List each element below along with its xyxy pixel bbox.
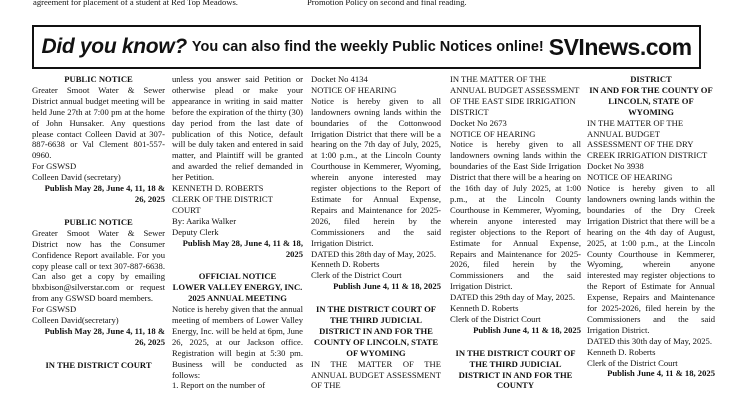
- docket-number: Docket No 3938: [587, 161, 644, 172]
- publish-dates: Publish June 4, 11 & 18, 2025: [607, 368, 715, 379]
- notice-body: unless you answer said Petition or otherwise plead or make your appearance in writing in said matter before the expiration of the thirty (30) day period from the last date of publication of this Notice, default will be duly taken and entered in said matter, and Plaintiff will be granted and awarded the relief demanded in her Petition.: [172, 74, 303, 183]
- clerk-name: Kenneth D. Roberts: [311, 259, 380, 270]
- notice-body: Notice is hereby given to all landowners owning lands within the boundaries of the East Side Irrigation District that there will be a hearing on the 16th day of July 2025, at 1:00 p.m., at the Lincoln County Courthouse in Kemmerer, Wyoming, wherein anyone interested may register objections to the Report of Estimate for Annual Expense, Repairs and Maintenance for 2025-2026, filed herein by the Commissioners and the said Irrigation District.: [450, 139, 581, 292]
- clerk-name: Kenneth D. Roberts: [450, 303, 519, 314]
- court-heading: IN THE DISTRICT COURT OF THE THIRD JUDICIAL DISTRICT IN AND FOR THE COUNTY OF LINCOLN, STATE OF WYOMING: [313, 304, 439, 358]
- notice-heading: PUBLIC NOTICE: [64, 216, 133, 227]
- clerk-title: Clerk of the District Court: [450, 313, 541, 324]
- notice-heading: IN THE DISTRICT COURT: [45, 359, 152, 370]
- notice-heading: OFFICIAL NOTICE: [198, 271, 277, 282]
- clerk-deputy: Deputy Clerk: [172, 226, 219, 237]
- publish-dates: Publish June 4, 11 & 18, 2025: [333, 281, 441, 292]
- banner-question: Did you know?: [41, 35, 187, 58]
- clerk-name: KENNETH D. ROBERTS: [172, 183, 264, 194]
- clerk-by: By: Aarika Walker: [172, 215, 237, 226]
- notice-org: For GSWSD: [32, 304, 77, 315]
- banner-url: SVInews.com: [548, 33, 692, 60]
- notice-body: Notice is hereby given to all landowners owning lands within the boundaries of the Cottonwood Irrigation District that there will be a hearing on the 7th day of July, 2025, at 1:00 p.m., at the Lincoln County Courthouse in Kemmerer, Wyoming, wherein anyone interested may register objections to the Report of Estimate for Annual Expense, Repairs and Maintenance for 2025-2026, filed herein by the Commissioners and the said Irrigation District.: [311, 95, 441, 248]
- docket-number: Docket No 2673: [450, 117, 507, 128]
- notice-dated: DATED this 30th day of May, 2025.: [587, 335, 712, 346]
- clerk-title: Clerk of the District Court: [311, 270, 402, 281]
- court-heading: IN AND FOR THE COUNTY OF LINCOLN, STATE OF WYOMING: [589, 84, 713, 117]
- clerk-title: CLERK OF THE DISTRICT COURT: [172, 193, 273, 215]
- court-heading: DISTRICT: [630, 74, 672, 84]
- notice-body: Notice is hereby given to all landowners owning lands within the boundaries of the Dry Creek Irrigation District that there will be a hearing on the 4th day of August, 2025, at 1:00 p.m., at the Lincoln County Courthouse in Kemmerer, Wyoming, wherein anyone interested may register objections to the Report of Estimate for Annual Expense, Repairs and Maintenance for 2025-2026, filed herein by the Commissioners and the said Irrigation District.: [587, 183, 715, 335]
- notice-heading: PUBLIC NOTICE: [64, 74, 133, 84]
- publish-dates: Publish May 28, June 4, 11, 18 & 26, 2025: [44, 183, 165, 204]
- notice-title: NOTICE OF HEARING: [311, 84, 397, 95]
- notice-title: NOTICE OF HEARING: [587, 172, 673, 183]
- banner-message: You can also find the weekly Public Notices online!: [191, 39, 544, 55]
- court-heading: IN THE DISTRICT COURT OF THE THIRD JUDICIAL DISTRICT IN AND FOR THE COUNTY: [455, 347, 576, 391]
- notice-title: NOTICE OF HEARING: [450, 128, 536, 139]
- notice-signature: Colleen David (secretary): [32, 172, 121, 183]
- publish-dates: Publish June 4, 11 & 18, 2025: [473, 324, 581, 335]
- notice-signature: Colleen David(secretary): [32, 315, 119, 326]
- publish-dates: Publish May 28, June 4, 11, 18 & 26, 2025: [44, 325, 165, 347]
- notice-body: Greater Smoot Water & Sewer District annual budget meeting will be held June 27th at 7:00 pm at the home of John Hunsaker. Any questions please contact Colleen David at 307-887-6638 or Val Clement 801-557-0960.: [32, 84, 165, 161]
- previous-column-fragment: agreement for placement of a student at Red Top Meadows.: [33, 0, 238, 7]
- publish-dates: Publish May 28, June 4, 11 & 18, 2025: [182, 237, 303, 259]
- notice-column-4: [450, 74, 581, 400]
- notice-column-2: [172, 74, 303, 400]
- notice-column-3: [311, 74, 441, 400]
- notice-body: Notice is hereby given that the annual meeting of members of Lower Valley Energy, Inc. will be held at 6pm, June 26, 2025, at our Jackson office. Registration will begin at 5:30 pm. Business will be conducted as follows:: [172, 304, 303, 380]
- notice-body: Greater Smoot Water & Sewer District now has the Consumer Confidence Report available. For you copy please call or text 307-887-6638. Can also get a copy by emailing bbxbison@silverstar.com or request from any GSWSD board members.: [32, 227, 165, 304]
- notice-matter: IN THE MATTER OF THE ANNUAL BUDGET ASSESSMENT OF THE EAST SIDE IRRIGATION DISTRICT: [450, 74, 580, 117]
- notice-heading: LOWER VALLEY ENERGY, INC. 2025 ANNUAL MEETING: [172, 282, 303, 304]
- clerk-title: Clerk of the District Court: [587, 357, 678, 368]
- notice-dated: DATED this 28th day of May, 2025.: [311, 248, 436, 259]
- notice-list-item: 1. Report on the number of: [172, 380, 266, 391]
- notice-matter: IN THE MATTER OF THE ANNUAL BUDGET ASSESSMENT OF THE: [311, 358, 441, 391]
- public-notices-banner: [32, 25, 701, 69]
- notice-column-1: [32, 74, 165, 400]
- notice-matter: IN THE MATTER OF THE ANNUAL BUDGET ASSESSMENT OF THE DRY CREEK IRRIGATION DISTRICT: [587, 117, 708, 161]
- notice-org: For GSWSD: [32, 161, 77, 172]
- docket-number: Docket No 4134: [311, 74, 368, 84]
- notice-column-5: [587, 74, 715, 400]
- notice-dated: DATED this 29th day of May, 2025.: [450, 292, 575, 303]
- clerk-name: Kenneth D. Roberts: [587, 346, 656, 357]
- previous-column-fragment: Promotion Policy on second and final reading.: [307, 0, 467, 7]
